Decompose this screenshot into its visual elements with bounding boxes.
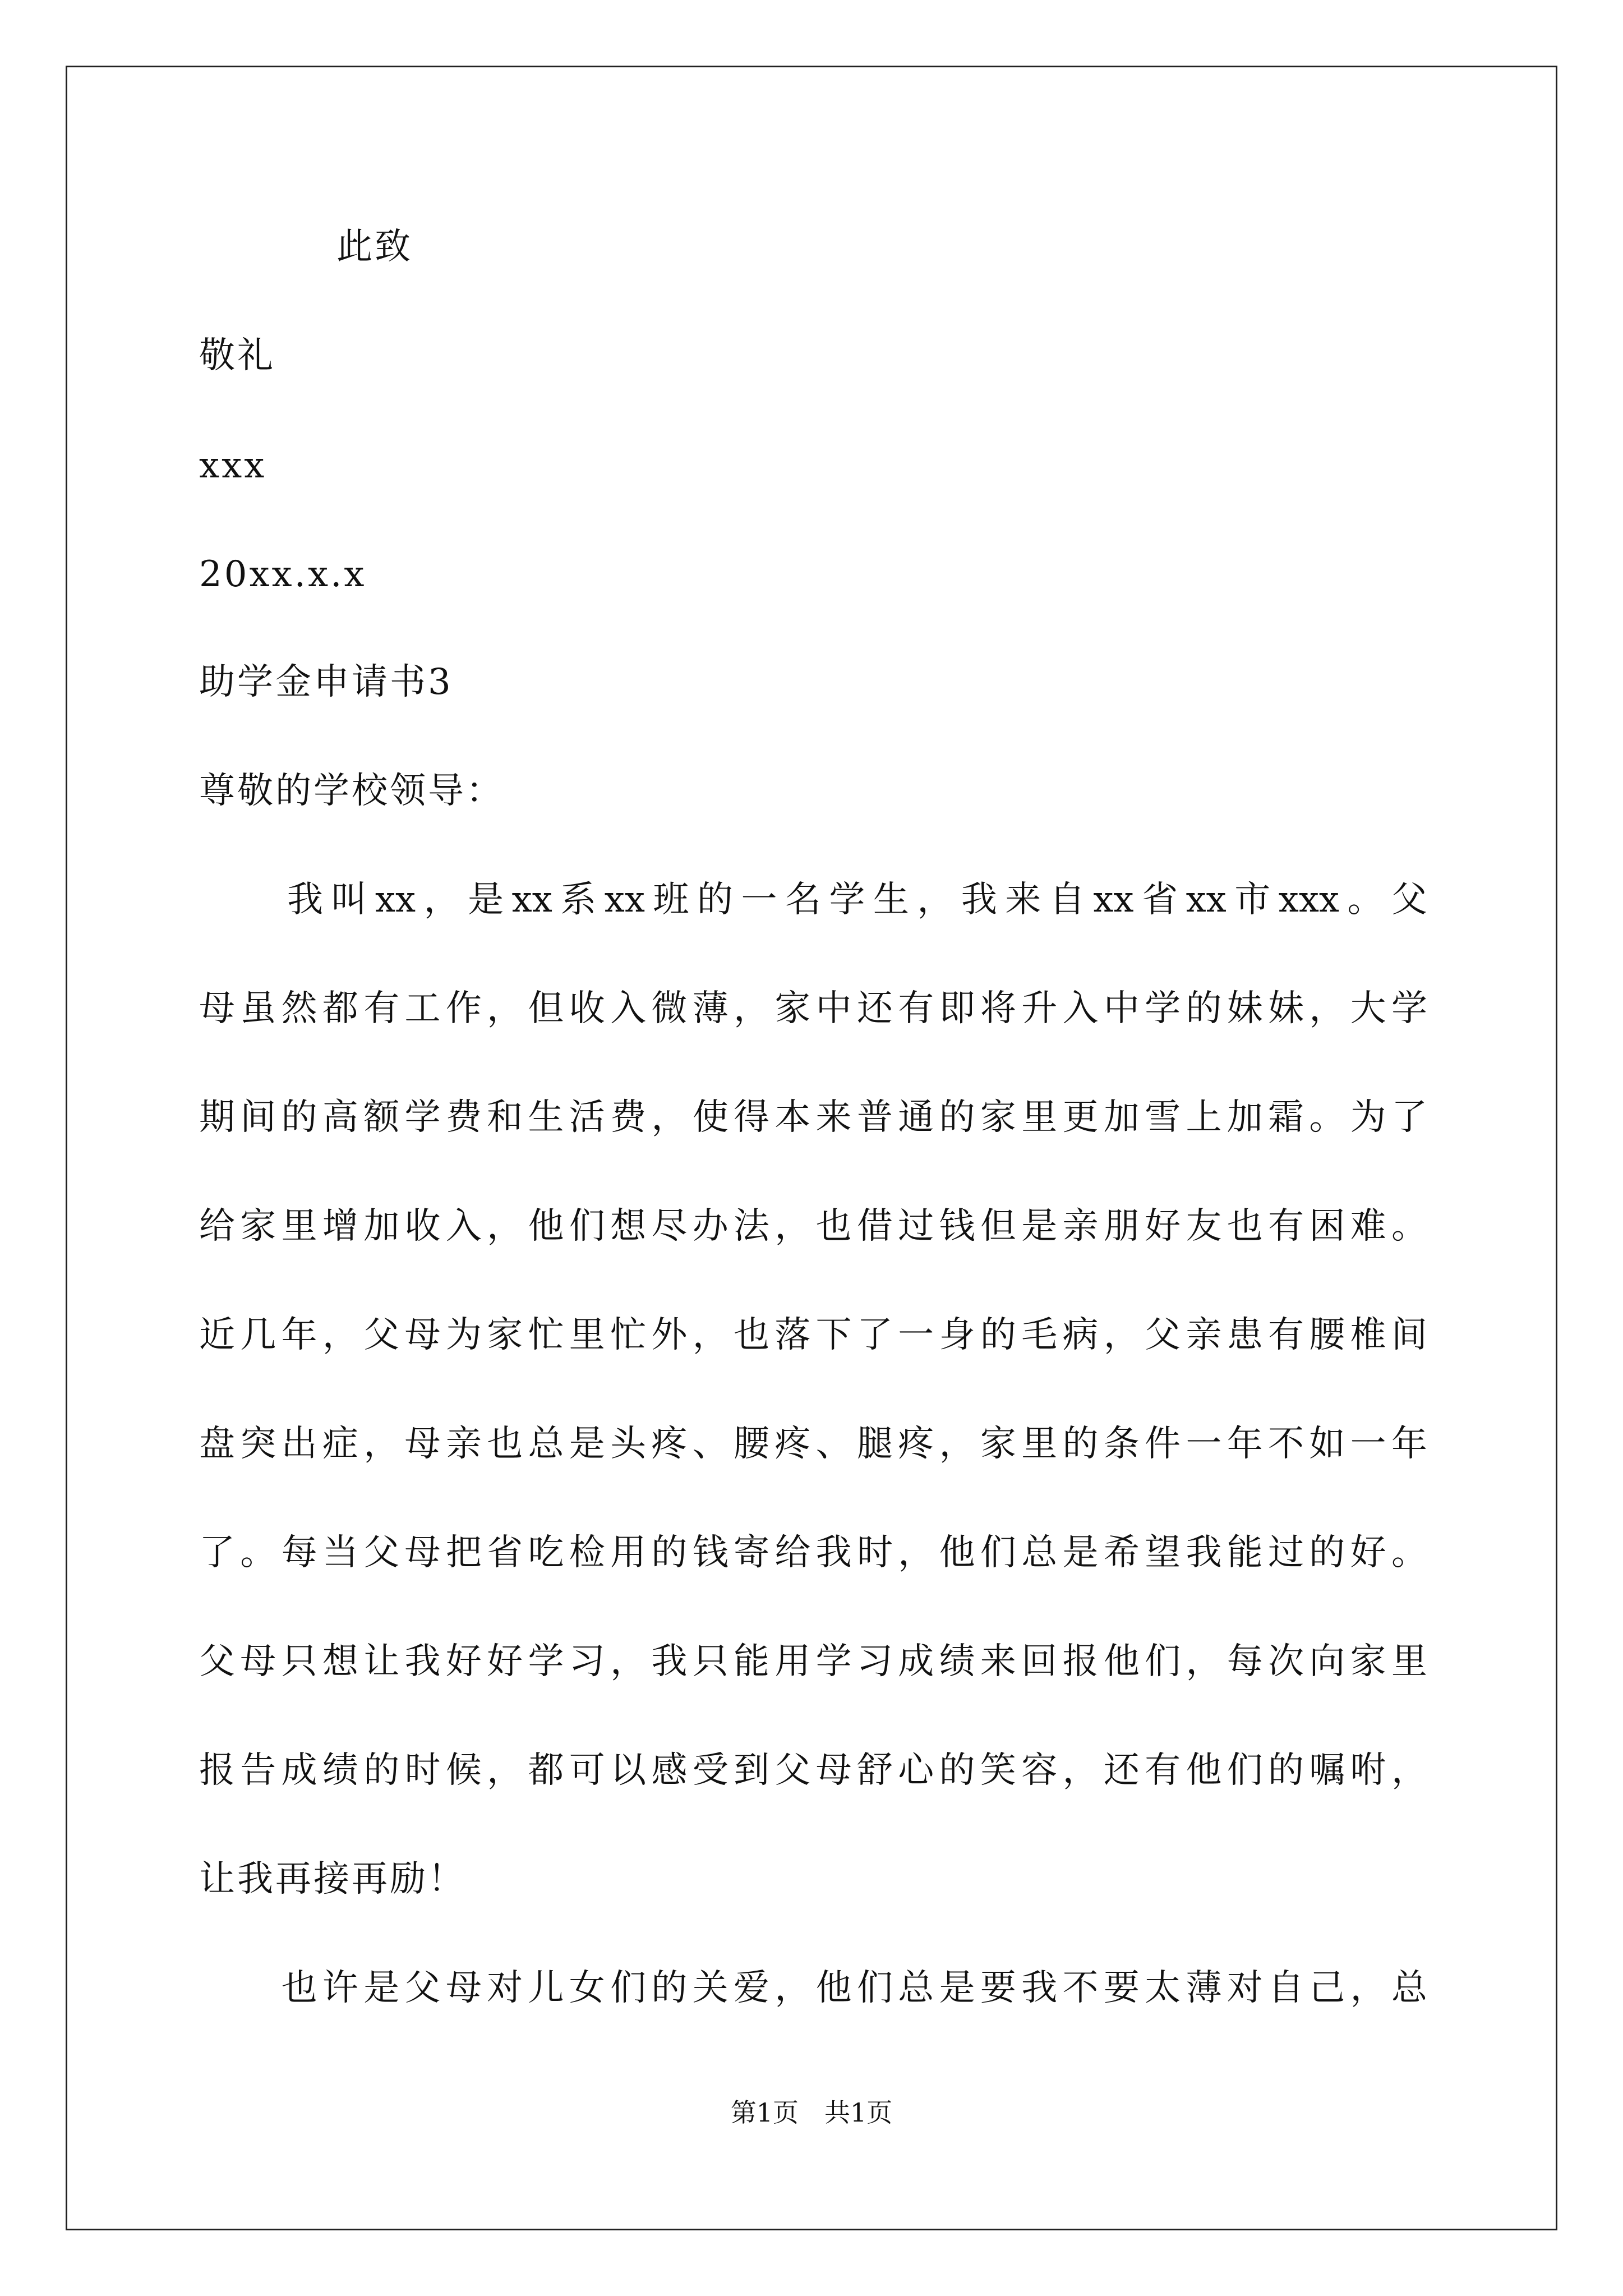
page-border — [66, 66, 1557, 2230]
body-line-4: 给家里增加收入，他们想尽办法，也借过钱但是亲朋好友也有困难。 — [199, 1205, 1427, 1247]
body-line-7: 了。每当父母把省吃检用的钱寄给我时，他们总是希望我能过的好。 — [199, 1532, 1427, 1573]
signature-line: xxx — [199, 445, 267, 486]
date-line: 20xx.x.x — [199, 554, 367, 595]
body-line-8: 父母只想让我好好学习，我只能用学习成绩来回报他们，每次向家里 — [199, 1641, 1427, 1682]
greeting-line: 尊敬的学校领导： — [199, 770, 504, 812]
body-line-9: 报告成绩的时候，都可以感受到父母舒心的笑容，还有他们的嘱咐， — [199, 1750, 1427, 1791]
body-line-1: 我叫xx，是xx系xx班的一名学生，我来自xx省xx市xxx。父 — [199, 879, 1427, 921]
body-line-3: 期间的高额学费和生活费，使得本来普通的家里更加雪上加霜。为了 — [199, 1097, 1427, 1138]
body-line-6: 盘突出症，母亲也总是头疼、腰疼、腿疼，家里的条件一年不如一年 — [199, 1423, 1427, 1465]
body-line-11: 也许是父母对儿女们的关爱，他们总是要我不要太薄对自己，总 — [199, 1967, 1427, 2009]
body-line-10: 让我再接再励！ — [199, 1858, 466, 1900]
page-footer: 第1页 共1页 — [730, 2097, 893, 2128]
body-line-5: 近几年，父母为家忙里忙外，也落下了一身的毛病，父亲患有腰椎间 — [199, 1314, 1427, 1356]
section-title: 助学金申请书3 — [199, 661, 453, 703]
closing-line: 此致 — [336, 226, 413, 268]
body-line-2: 母虽然都有工作，但收入微薄，家中还有即将升入中学的妹妹，大学 — [199, 988, 1427, 1029]
salutation-end-line: 敬礼 — [199, 335, 275, 376]
